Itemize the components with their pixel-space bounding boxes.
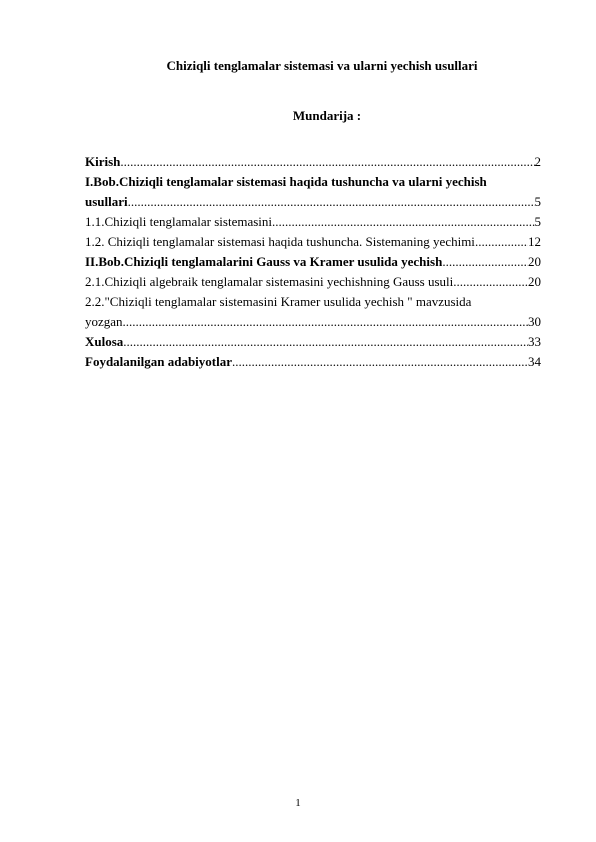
toc-dot-leader <box>453 272 528 292</box>
toc-entry-page: 5 <box>534 214 541 229</box>
toc-entry-label: Foydalanilgan adabiyotlar <box>85 354 232 369</box>
toc-entry-label: usullari <box>85 194 128 209</box>
toc-entry-page: 33 <box>528 334 541 349</box>
toc-dot-leader <box>120 152 534 172</box>
toc-entry-label: Kirish <box>85 154 121 169</box>
toc-entry-label: 2.1.Chiziqli algebraik tenglamalar sistemasini yechishning Gauss usuli <box>85 274 454 289</box>
toc-entry-xulosa[interactable] <box>85 332 541 352</box>
document-title: Chiziqli tenglamalar sistemasi va ularni yechish usullari <box>166 58 478 73</box>
toc-dot-leader <box>442 252 528 272</box>
toc-entry-page: 20 <box>528 274 541 289</box>
toc-dot-leader <box>475 232 528 252</box>
toc-entry-2-1[interactable] <box>85 272 541 292</box>
toc-entry-label: II.Bob.Chiziqli tenglamalarini Gauss va Kramer usulida yechish <box>85 254 443 269</box>
toc-entry-label: Xulosa <box>85 334 124 349</box>
toc-entry-page: 20 <box>528 254 541 269</box>
toc-entry-2-2[interactable] <box>85 312 541 332</box>
toc-entry-label: yozgan <box>85 314 123 329</box>
toc-entry-page: 12 <box>528 234 541 249</box>
toc-entry-bob1-line1[interactable]: I.Bob.Chiziqli tenglamalar sistemasi haqida tushuncha va ularni yechish <box>85 174 487 189</box>
toc-entry-bob2[interactable] <box>85 252 541 272</box>
toc-entry-page: 34 <box>528 354 541 369</box>
toc-entry-page: 2 <box>534 154 541 169</box>
toc-entry-page: 5 <box>534 194 541 209</box>
toc-dot-leader <box>128 192 535 212</box>
toc-entry-label: 1.1.Chiziqli tenglamalar sistemasini <box>85 214 273 229</box>
toc-entry-page: 30 <box>528 314 541 329</box>
toc-entry-kirish[interactable] <box>85 152 541 172</box>
toc-dot-leader <box>123 332 528 352</box>
toc-entry-label: 1.2. Chiziqli tenglamalar sistemasi haqida tushuncha. Sistemaning yechimi <box>85 234 475 249</box>
toc-entry-2-2-line1[interactable]: 2.2."Chiziqli tenglamalar sistemasini Kramer usulida yechish " mavzusida <box>85 294 472 309</box>
toc-heading: Mundarija : <box>292 108 362 123</box>
toc-dot-leader <box>272 212 534 232</box>
toc-entry-1-1[interactable] <box>85 212 541 232</box>
table-of-contents <box>85 152 541 372</box>
toc-dot-leader <box>123 312 528 332</box>
toc-entry-1-2[interactable] <box>85 232 541 252</box>
toc-entry-adabiyotlar[interactable] <box>85 352 541 372</box>
toc-dot-leader <box>232 352 528 372</box>
toc-entry-bob1[interactable] <box>85 192 541 212</box>
page-number: 1 <box>295 797 301 809</box>
